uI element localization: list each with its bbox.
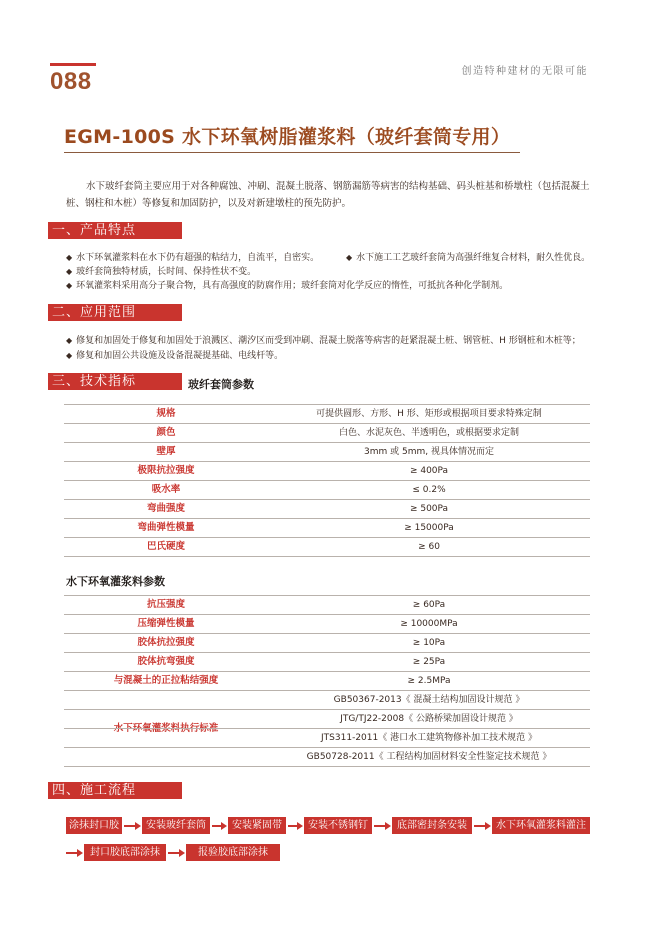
- process-step: 报验胶底部涂抹: [186, 844, 280, 861]
- arrow-right-icon: [212, 825, 222, 827]
- arrow-right-icon: [66, 852, 78, 854]
- section-features-heading: 一、产品特点: [48, 222, 182, 239]
- feature-item: ◆ 水下环氧灌浆料在水下仍有超强的粘结力，自流平，自密实。: [66, 253, 320, 263]
- standard-row: [64, 691, 590, 710]
- grout-table-heading: 水下环氧灌浆料参数: [66, 575, 165, 588]
- arrow-right-icon: [124, 825, 136, 827]
- bullet-icon: ◆: [66, 336, 73, 345]
- param-name: 胶体抗拉强度: [137, 637, 195, 648]
- table-row: [64, 538, 590, 557]
- standard-row: [64, 710, 590, 729]
- param-name: 壁厚: [156, 446, 176, 457]
- application-item: ◆ 修复和加固公共设施及设备混凝提基础、电线杆等。: [66, 351, 284, 361]
- application-item: ◆ 修复和加固处于修复和加固处于浪溅区、潮汐区而受到冲刷、混凝土脱落等病害的赶紧混凝土桩、钢管桩、H 形钢桩和木桩等；: [66, 336, 581, 346]
- param-name: 胶体抗弯强度: [137, 656, 195, 667]
- param-name: 与混凝土的正拉粘结强度: [113, 675, 219, 686]
- process-step: 安装紧固带: [228, 817, 286, 834]
- param-name: 抗压强度: [146, 599, 185, 610]
- table-row: [64, 443, 590, 462]
- title-underline: [64, 152, 520, 153]
- process-step: 封口胶底部涂抹: [84, 844, 166, 861]
- param-name: 吸水率: [151, 484, 181, 495]
- table-row: [64, 634, 590, 653]
- process-step: 涂抹封口胶: [66, 817, 122, 834]
- bullet-icon: ◆: [66, 281, 73, 290]
- sleeve-table-heading: 玻纤套筒参数: [188, 378, 254, 391]
- table-row: [64, 405, 590, 424]
- table-row: [64, 462, 590, 481]
- bullet-icon: ◆: [66, 253, 73, 262]
- bullet-icon: ◆: [66, 267, 73, 276]
- process-step: 水下环氧灌浆料灌注: [492, 817, 590, 834]
- page-title: EGM-100S 水下环氧树脂灌浆料（玻纤套筒专用）: [64, 126, 511, 148]
- param-value: ≤ 0.2%: [412, 485, 446, 495]
- param-value: ≥ 25Pa: [412, 657, 446, 667]
- param-value: ≥ 2.5MPa: [407, 676, 451, 686]
- bullet-icon: ◆: [66, 351, 73, 360]
- table-row: [64, 481, 590, 500]
- param-name: 颜色: [156, 427, 176, 438]
- param-name: 弯曲强度: [146, 503, 185, 514]
- slogan: 创造特种建材的无限可能: [461, 66, 588, 77]
- param-value: ≥ 10000MPa: [400, 619, 458, 629]
- param-value: 白色、水泥灰色、半透明色，或根据要求定制: [338, 428, 519, 438]
- arrow-right-icon: [374, 825, 386, 827]
- page-number-bar: [50, 63, 96, 66]
- section-application-heading: 二、应用范围: [48, 304, 182, 321]
- arrow-right-icon: [474, 825, 486, 827]
- param-value: ≥ 60: [418, 542, 440, 552]
- param-value: ≥ 15000Pa: [404, 523, 454, 533]
- feature-item: ◆ 环氧灌浆料采用高分子聚合物，具有高强度的防腐作用；玻纤套筒对化学反应的惰性，可抵抗各种化学制剂。: [66, 281, 509, 291]
- standards-label: 水下环氧灌浆料执行标准: [113, 723, 219, 734]
- standard-value: JTS311-2011《 港口水工建筑物修补加工技术规范 》: [321, 733, 537, 743]
- param-value: 可提供圆形、方形、H 形、矩形或根据项目要求特殊定制: [316, 409, 542, 419]
- param-value: ≥ 60Pa: [412, 600, 446, 610]
- table-row: [64, 653, 590, 672]
- param-value: 3mm 或 5mm, 视具体情况而定: [364, 447, 494, 457]
- page-number: 088: [50, 68, 92, 95]
- table-row: [64, 672, 590, 691]
- param-name: 弯曲弹性模量: [137, 522, 195, 533]
- param-value: ≥ 10Pa: [412, 638, 446, 648]
- standard-row: [64, 729, 590, 748]
- standard-row: [64, 748, 590, 767]
- process-step: 底部密封条安装: [392, 817, 472, 834]
- table-row: [64, 596, 590, 615]
- section-specs-heading: 三、技术指标: [48, 373, 182, 390]
- intro-paragraph: 水下玻纤套筒主要应用于对各种腐蚀、冲刷、混凝土脱落、钢筋漏筋等病害的结构基础、码头桩基和桥墩柱（包括混凝土桩、钢柱和木桩）等修复和加固防护，以及对新建墩柱的预先防护。: [66, 181, 590, 209]
- table-row: [64, 424, 590, 443]
- standard-value: GB50367-2013《 混凝土结构加固设计规范 》: [333, 695, 525, 705]
- process-step: 安装玻纤套筒: [142, 817, 210, 834]
- arrow-right-icon: [168, 852, 180, 854]
- arrow-right-icon: [288, 825, 298, 827]
- param-value: ≥ 400Pa: [409, 466, 449, 476]
- table-row: [64, 519, 590, 538]
- param-name: 压缩弹性模量: [137, 618, 195, 629]
- feature-item: ◆ 水下施工工艺玻纤套筒为高强纤维复合材料，耐久性优良。: [346, 253, 591, 263]
- standard-value: JTG/TJ22-2008《 公路桥梁加固设计规范 》: [340, 714, 518, 724]
- bullet-icon: ◆: [346, 253, 353, 262]
- param-value: ≥ 500Pa: [409, 504, 449, 514]
- feature-item: ◆ 玻纤套筒独特材质，长时间、保持性状不变。: [66, 267, 257, 277]
- table-row: [64, 615, 590, 634]
- standard-value: GB50728-2011《 工程结构加固材料安全性鉴定技术规范 》: [306, 752, 552, 762]
- process-step: 安装不锈钢钉: [304, 817, 372, 834]
- section-process-heading: 四、施工流程: [48, 782, 182, 799]
- param-name: 规格: [156, 408, 176, 419]
- param-name: 巴氏硬度: [146, 541, 185, 552]
- param-name: 极限抗拉强度: [137, 465, 195, 476]
- table-row: [64, 500, 590, 519]
